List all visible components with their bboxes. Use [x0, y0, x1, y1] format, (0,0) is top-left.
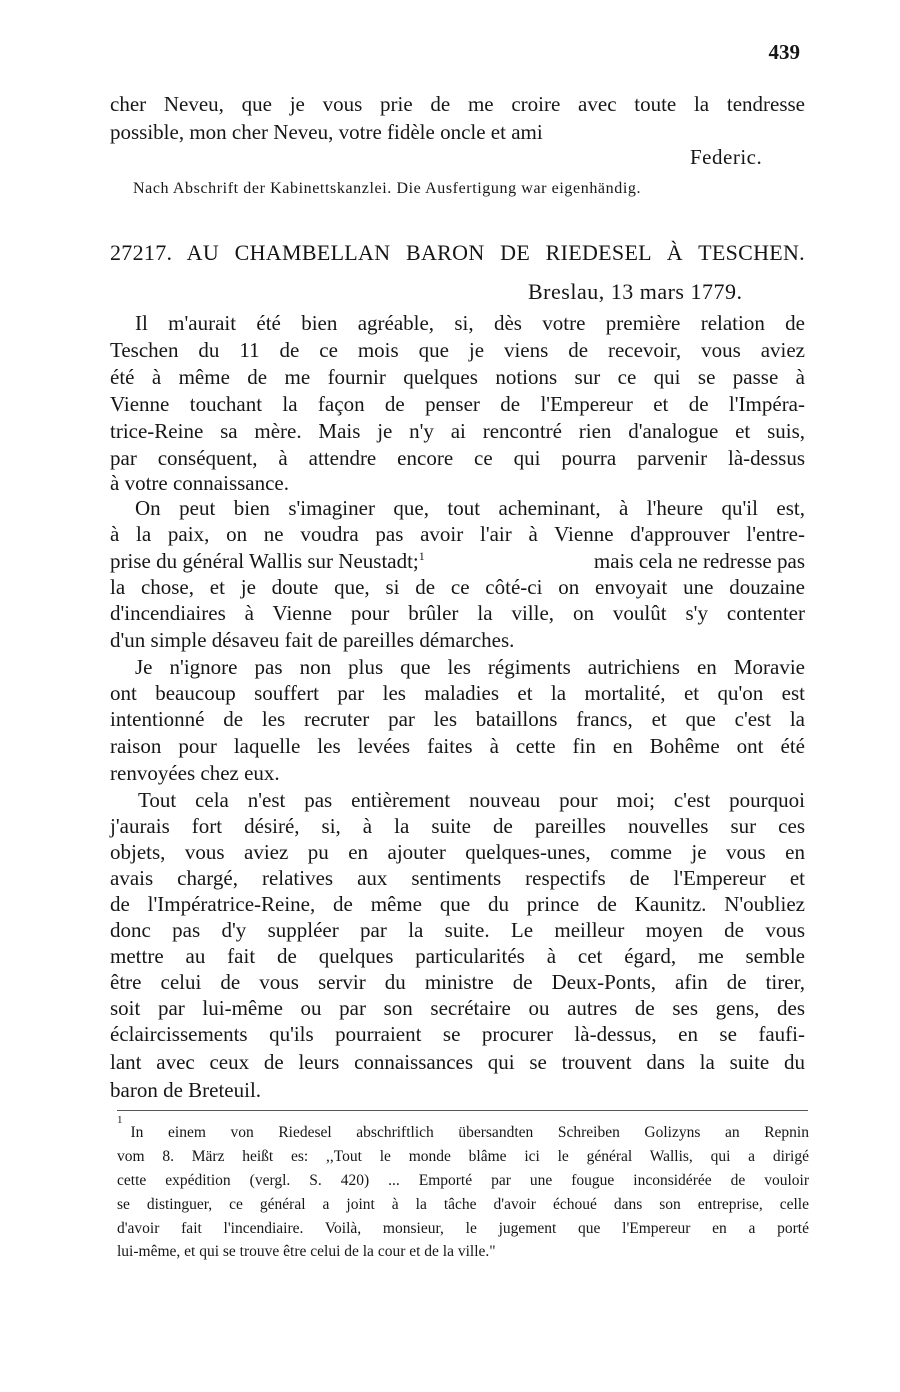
body-line: de l'Impératrice-Reine, de même que du prince de Kaunitz. N'oubliez [110, 892, 805, 916]
letter-heading: 27217. AU CHAMBELLAN BARON DE RIEDESEL À TESCHEN. [110, 240, 805, 265]
body-line: d'incendiaires à Vienne pour brûler la ville, on voulût s'y contenter [110, 601, 805, 625]
body-line: raison pour laquelle les levées faites à cette fin en Bohême ont été [110, 734, 805, 758]
body-line: intentionné de les recruter par les bataillons francs, et que c'est la [110, 707, 805, 731]
body-line: donc pas d'y suppléer par la suite. Le meilleur moyen de vous [110, 918, 805, 942]
body-line: à votre connaissance. [110, 471, 290, 495]
body-line: être celui de vous servir du ministre de Deux-Ponts, afin de tirer, [110, 970, 805, 994]
source-note: Nach Abschrift der Kabinettskanzlei. Die Ausfertigung war eigenhändig. [133, 180, 642, 197]
footnote-marker: 1 [117, 1114, 123, 1126]
body-line: la chose, et je doute que, si de ce côté-ci on envoyait une douzaine [110, 575, 805, 599]
body-line: objets, vous aviez pu en ajouter quelques-unes, comme je vous en [110, 840, 805, 864]
body-line: ont beaucoup souffert par les maladies et la mortalité, et qu'on est [110, 681, 805, 705]
body-line: baron de Breteuil. [110, 1078, 262, 1102]
footnote-line [117, 1114, 809, 1142]
footnote-divider [117, 1110, 808, 1111]
footnote-line: se distinguer, ce général a joint à la tâche d'avoir échoué dans son entreprise, celle [117, 1196, 809, 1213]
closing-line: cher Neveu, que je vous prie de me croire avec toute la tendresse [110, 92, 805, 116]
closing-line: possible, mon cher Neveu, votre fidèle oncle et ami [110, 120, 543, 144]
body-line-start: prise du général Wallis sur Neustadt;$^1$ [110, 549, 425, 573]
body-line: avais chargé, relatives aux sentiments respectifs de l'Empereur et [110, 866, 805, 890]
body-line: Vienne touchant la façon de penser de l'Empereur et de l'Impéra- [110, 392, 805, 416]
body-line: trice-Reine sa mère. Mais je n'y ai rencontré rien d'analogue et suis, [110, 419, 805, 443]
footnote-line: d'avoir fait l'incendiaire. Voilà, monsieur, le jugement que l'Empereur en a porté [117, 1220, 809, 1237]
body-line: Teschen du 11 de ce mois que je viens de recevoir, vous aviez [110, 338, 805, 362]
body-line: renvoyées chez eux. [110, 761, 280, 785]
page-number: 439 [768, 40, 800, 64]
body-line: lant avec ceux de leurs connaissances qui se trouvent dans la suite du [110, 1050, 805, 1074]
body-line: j'aurais fort désiré, si, à la suite de pareilles nouvelles sur ces [110, 814, 805, 838]
dateline: Breslau, 13 mars 1779. [528, 279, 743, 304]
footnote-text: In einem von Riedesel abschriftlich übersandten Schreiben Golizyns an Repnin [130, 1124, 809, 1141]
body-line: On peut bien s'imaginer que, tout acheminant, à l'heure qu'il est, [135, 496, 805, 520]
body-line: soit par lui-même ou par son secrétaire ou autres de ses gens, des [110, 996, 805, 1020]
body-line: Tout cela n'est pas entièrement nouveau pour moi; c'est pourquoi [138, 788, 805, 812]
body-line: à la paix, on ne voudra pas avoir l'air à Vienne d'approuver l'entre- [110, 522, 805, 546]
body-line: été à même de me fournir quelques notions sur ce qui se passe à [110, 365, 805, 389]
body-line: éclaircissements qu'ils pourraient se procurer là-dessus, en se faufi- [110, 1022, 805, 1046]
body-line [110, 549, 805, 574]
footnote-line: vom 8. März heißt es: ,,Tout le monde blâme ici le général Wallis, qui a dirigé [117, 1148, 809, 1165]
body-line: d'un simple désaveu fait de pareilles démarches. [110, 628, 515, 652]
signature: Federic. [690, 145, 763, 169]
body-line: mettre au fait de quelques particularités à cet égard, me semble [110, 944, 805, 968]
body-line: Je n'ignore pas non plus que les régiments autrichiens en Moravie [135, 655, 805, 679]
footnote-line: lui-même, et qui se trouve être celui de la cour et de la ville." [117, 1243, 496, 1260]
body-line-end: mais cela ne redresse pas [588, 549, 805, 573]
footnote-reference: 1 [418, 549, 425, 563]
footnote-line: cette expédition (vergl. S. 420) ... Emporté par une fougue inconsidérée de vouloir [117, 1172, 809, 1189]
body-line: Il m'aurait été bien agréable, si, dès votre première relation de [135, 311, 805, 335]
body-line: par conséquent, à attendre encore ce qui pourra parvenir là-dessus [110, 446, 805, 470]
